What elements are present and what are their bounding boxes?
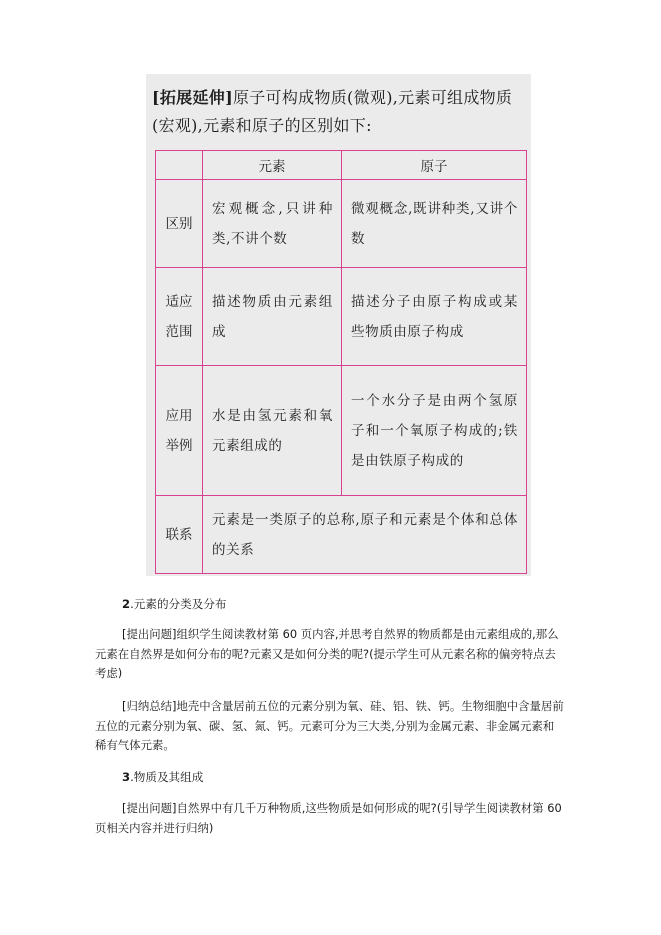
element-cell: 宏观概念,只讲种类,不讲个数: [203, 180, 342, 268]
row-label: 适应范围: [156, 268, 203, 366]
section3-para1: [提出问题]自然界中有几千万种物质,这些物质是如何形成的呢?(引导学生阅读教材第 60 页相关内容并进行归纳): [95, 801, 562, 835]
section2-para1: [提出问题]组织学生阅读教材第 60 页内容,并思考自然界的物质都是由元素组成的,那么元素在自然界是如何分布的呢?元素又是如何分类的呢?(提示学生可从元素名称的偏旁特点去考虑): [95, 627, 559, 680]
table-row: [156, 268, 527, 366]
table-header-row: [156, 151, 527, 180]
section3-heading: [122, 768, 203, 788]
link-cell: 元素是一类原子的总称,原子和元素是个体和总体的关系: [203, 496, 527, 574]
row-label: 应用举例: [156, 366, 203, 496]
element-cell: 水是由氢元素和氧元素组成的: [203, 366, 342, 496]
section2-heading: [122, 595, 227, 615]
header-empty-cell: [156, 151, 203, 180]
extension-tag: [拓展延伸]: [152, 88, 233, 107]
table-row: [156, 496, 527, 574]
section2-title: .元素的分类及分布: [130, 597, 227, 611]
section2-para2: [归纳总结]地壳中含量居前五位的元素分别为氧、硅、铝、铁、钙。生物细胞中含量居前五位的元素分别为氧、碳、氢、氮、钙。元素可分为三大类,分别为金属元素、非金属元素和稀有气体元素。: [95, 699, 564, 752]
atom-cell: 描述分子由原子构成或某些物质由原子构成: [342, 268, 527, 366]
row-label: 联系: [156, 496, 203, 574]
section3-title: .物质及其组成: [130, 770, 204, 784]
atom-cell: 一个水分子是由两个氢原子和一个氧原子构成的;铁是由铁原子构成的: [342, 366, 527, 496]
table-row: [156, 180, 527, 268]
element-cell: 描述物质由元素组成: [203, 268, 342, 366]
header-element: 元素: [203, 151, 342, 180]
table-row: [156, 366, 527, 496]
header-atom: 原子: [342, 151, 527, 180]
section2-number: 2: [122, 597, 131, 611]
section3-number: 3: [122, 770, 131, 784]
extension-intro: [152, 84, 528, 140]
element-atom-comparison-table: [155, 150, 527, 574]
row-label: 区别: [156, 180, 203, 268]
atom-cell: 微观概念,既讲种类,又讲个数: [342, 180, 527, 268]
extension-panel: [146, 74, 531, 576]
extension-text: 原子可构成物质(微观),元素可组成物质(宏观),元素和原子的区别如下:: [152, 88, 513, 135]
